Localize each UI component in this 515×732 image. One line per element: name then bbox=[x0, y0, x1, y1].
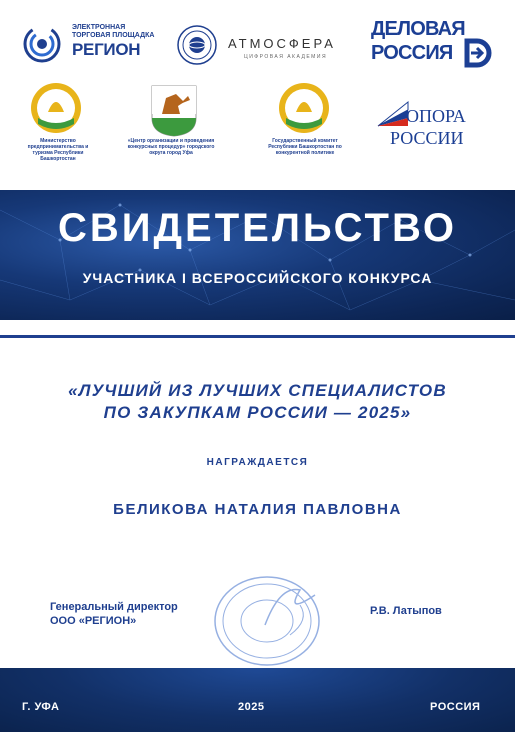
ufa-coat-of-arms bbox=[150, 84, 198, 138]
bashkortostan-emblem-2 bbox=[276, 82, 332, 137]
divider-line bbox=[0, 335, 515, 338]
ufa-center-caption: «Центр организации и проведения конкурсных процедур» городского округа город Уфа bbox=[127, 138, 215, 156]
state-committee-caption: Государственный комитет Республики Башкортостан по конкурентной политике bbox=[268, 138, 342, 156]
certificate-subtitle: УЧАСТНИКА I ВСЕРОССИЙСКОГО КОНКУРСА bbox=[82, 270, 433, 286]
contest-line1: «ЛУЧШИЙ ИЗ ЛУЧШИХ СПЕЦИАЛИСТОВ bbox=[68, 381, 447, 400]
title-banner bbox=[0, 190, 515, 320]
awarded-label: НАГРАЖДАЕТСЯ bbox=[206, 457, 309, 468]
delovaya-rossiya-line1: ДЕЛОВАЯ bbox=[371, 18, 465, 40]
official-stamp-icon bbox=[205, 565, 335, 675]
arrow-d-icon bbox=[463, 38, 493, 68]
signatory-title-line1: Генеральный директор bbox=[50, 601, 178, 613]
signatory-title bbox=[50, 600, 178, 628]
opora-rossii-logo bbox=[374, 96, 494, 156]
footer-country: РОССИЯ bbox=[430, 701, 481, 713]
footer-year: 2025 bbox=[238, 701, 265, 713]
atmosfera-logo bbox=[176, 24, 346, 68]
bashkortostan-emblem-icon bbox=[28, 82, 84, 137]
delovaya-rossiya-logo bbox=[371, 18, 496, 74]
signatory-name: Р.В. Латыпов bbox=[370, 605, 442, 617]
bashkortostan-emblem-icon bbox=[276, 82, 332, 137]
contest-line2: ПО ЗАКУПКАМ РОССИИ — 2025» bbox=[103, 403, 412, 422]
atmosfera-subtitle: ЦИФРОВАЯ АКАДЕМИЯ bbox=[244, 54, 328, 60]
ministry-caption: Министерство предпринимательства и туризма Республики Башкортостан bbox=[27, 138, 89, 162]
opora-line2: РОССИИ bbox=[390, 128, 464, 148]
atmosfera-name: АТМОСФЕРА bbox=[228, 36, 336, 51]
ufa-shield-icon bbox=[150, 84, 198, 138]
region-logo bbox=[22, 20, 162, 68]
region-tagline: ЭЛЕКТРОННАЯ ТОРГОВАЯ ПЛОЩАДКА bbox=[72, 24, 155, 39]
region-name: РЕГИОН bbox=[72, 40, 141, 59]
flag-icon bbox=[376, 100, 410, 128]
signatory-title-line2: ООО «РЕГИОН» bbox=[50, 615, 137, 627]
footer-city: Г. УФА bbox=[22, 701, 60, 713]
recipient-name: БЕЛИКОВА НАТАЛИЯ ПАВЛОВНА bbox=[113, 501, 402, 518]
globe-icon bbox=[176, 24, 218, 66]
contest-name bbox=[0, 380, 515, 424]
certificate-title: СВИДЕТЕЛЬСТВО bbox=[58, 206, 457, 250]
bashkortostan-emblem-1 bbox=[28, 82, 84, 137]
opora-line1: ОПОРА bbox=[406, 106, 466, 126]
region-swirl-icon bbox=[22, 24, 66, 64]
delovaya-rossiya-line2: РОССИЯ bbox=[371, 42, 453, 64]
footer-bar bbox=[0, 668, 515, 732]
